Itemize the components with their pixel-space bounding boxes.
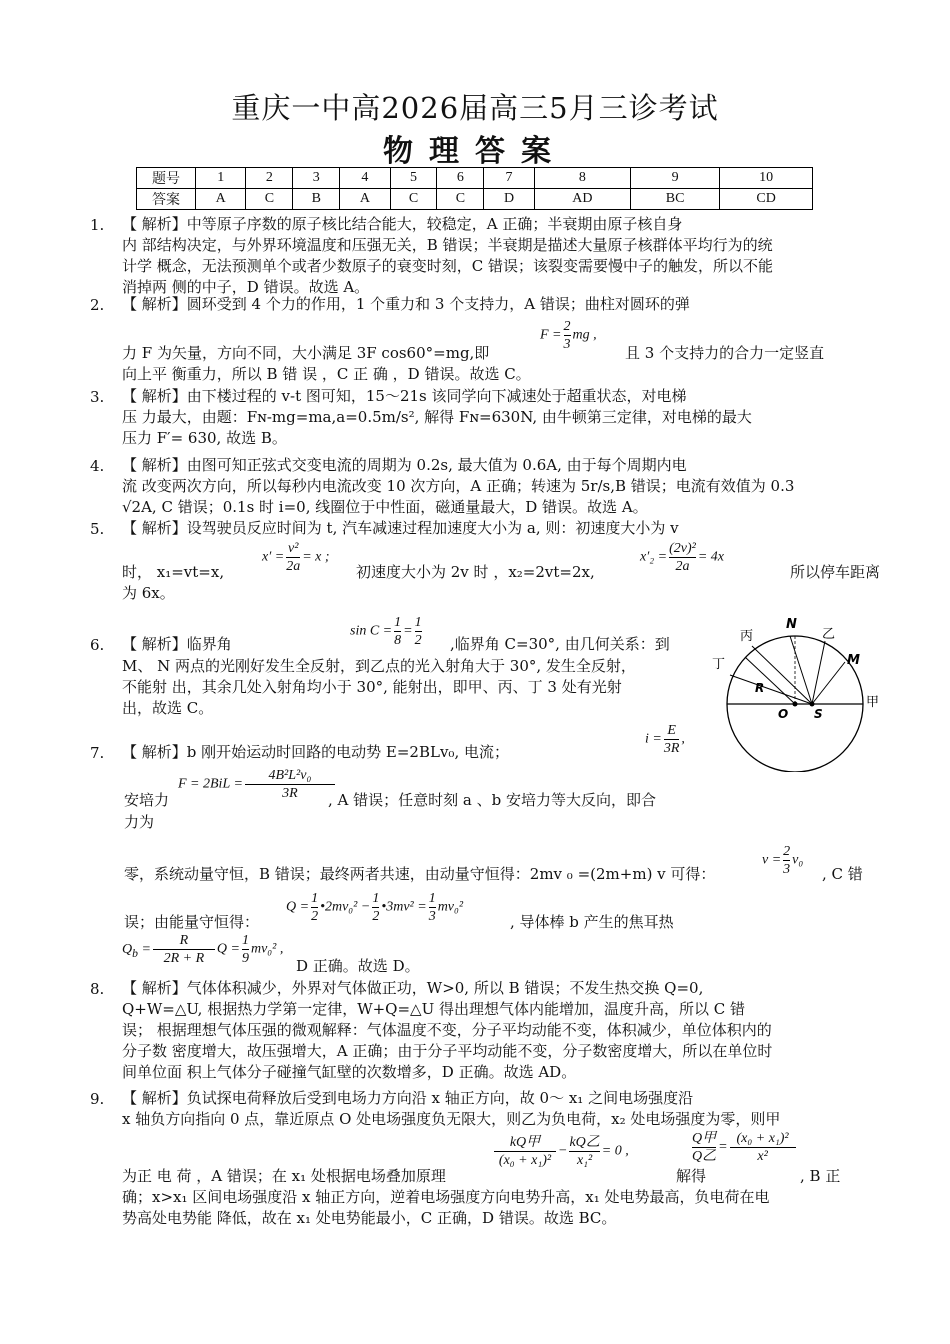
label-N: N — [786, 617, 797, 632]
text-line: 【 解析】b 刚开始运动时回路的电动势 E=2BLv₀, 电流； — [122, 743, 509, 761]
question-number: 9. — [90, 1090, 105, 1108]
text-line: 分子数 密度增大，故压强增大，A 正确；由于分子平均动能不变，分子数密度增大，所以在单位时 — [122, 1042, 773, 1060]
table-cell: D — [484, 189, 534, 210]
text-line: 且 3 个支持力的合力一定竖直 — [625, 344, 825, 362]
question-number: 7. — [90, 744, 105, 762]
answer-explanation-9-end — [122, 1187, 862, 1229]
label-ding: 丁 — [712, 657, 726, 672]
text-line: 零，系统动量守恒，B 错误；最终两者共速，由动量守恒得：2mv ₀ =(2m+m) v 可得： — [124, 865, 716, 883]
question-number: 1. — [90, 216, 105, 234]
text-line: x 轴负方向指向 0 点，靠近原点 O 处电场强度负无限大，则乙为负电荷，x₂ 处电场强度为零，则甲 — [122, 1110, 781, 1128]
label-R: R — [755, 681, 765, 695]
table-cell: C — [246, 189, 293, 210]
text-line: 内 部结构决定，与外界环境温度和压强无关，B 错误；半衰期是描述大量原子核群体平均行为的统 — [122, 236, 773, 254]
table-cell: 5 — [390, 168, 437, 189]
answer-table-answer-row — [137, 189, 813, 210]
table-cell: AD — [534, 189, 630, 210]
formula-x-prime: x′ = $\frac{\text{v²}}{2a}$ = x ; — [262, 541, 330, 574]
table-cell: 10 — [720, 168, 813, 189]
table-cell: B — [293, 189, 340, 210]
text-line: 计学 概念，无法预测单个或者少数原子的衰变时刻，C 错误；该裂变需要慢中子的触发，所以不能 — [122, 257, 774, 275]
text-line: 为 6x。 — [122, 584, 175, 602]
answer-explanation-6 — [122, 656, 697, 719]
formula-ampere-force: F = 2BiL = $\frac{\text{4B²L²v₀}}{3R}$ — [178, 767, 337, 802]
text-line: , C 错 — [822, 865, 863, 883]
text-line: 【 解析】由下楼过程的 v-t 图可知，15～21s 该同学向下减速处于超重状态，对电梯 — [122, 387, 687, 405]
label-jia: 甲 — [866, 695, 880, 710]
text-line: M、 N 两点的光刚好发生全反射，到乙点的光入射角大于 30°, 发生全反射， — [122, 657, 636, 675]
label-S: S — [814, 707, 823, 721]
table-cell: A — [340, 189, 390, 210]
text-line: 间单位面 积上气体分子碰撞气缸壁的次数增多，D 正确。故选 AD。 — [122, 1063, 577, 1081]
question-number: 4. — [90, 457, 105, 475]
question-number: 5. — [90, 520, 105, 538]
text-line: Q+W=△U, 根据热力学第一定律，W+Q=△U 得出理想气体内能增加，温度升高，所以 C 错 — [122, 1000, 746, 1018]
table-cell: C — [390, 189, 437, 210]
text-line: 【 解析】临界角 — [122, 635, 232, 653]
question-number: 3. — [90, 388, 105, 406]
text-line: 解得 — [676, 1167, 707, 1185]
formula-joule-heat: $Q_b$ = $\frac{R}{2R + R}$ Q = $\frac{1}{9}$ mv₀² , — [122, 933, 284, 966]
text-line: 所以停车距离 — [790, 563, 881, 581]
text-line: 【 解析】由图可知正弦式交变电流的周期为 0.2s, 最大值为 0.6A, 由于每个周期内电 — [122, 456, 687, 474]
center-point-O — [793, 702, 798, 707]
formula-charge-ratio: $\frac{\text{Q甲}}{\text{Q乙}}$ = $\frac{\text{(x₀ + x₁)²}}{\text{x²}}$ — [690, 1130, 798, 1165]
table-cell: 2 — [246, 168, 293, 189]
text-line: 时， x₁=vt=x, — [122, 563, 225, 581]
text-line: D 正确。故选 D。 — [296, 957, 420, 975]
source-point-S — [810, 702, 815, 707]
text-line: 为正 电 荷 ，A 错误；在 x₁ 处根据电场叠加原理 — [122, 1167, 446, 1185]
label-M: M — [847, 653, 860, 668]
table-cell: 7 — [484, 168, 534, 189]
answer-explanation-4 — [122, 455, 862, 518]
text-line: , 导体棒 b 产生的焦耳热 — [510, 913, 674, 931]
page-title: 重庆一中高2026届高三5月三诊考试 — [231, 91, 719, 125]
question-number: 8. — [90, 980, 105, 998]
table-cell: 8 — [534, 168, 630, 189]
formula-energy: Q = $\frac{1}{2}$ •2mv₀² − $\frac{1}{2}$ •3mv² = $\frac{1}{3}$ mv₀² — [286, 891, 464, 924]
label-yi: 乙 — [822, 627, 836, 642]
text-line: 压 力最大，由题：Fɴ-mg=ma,a=0.5m/s², 解得 Fɴ=630N, 由牛顿第三定律，对电梯的最大 — [122, 408, 752, 426]
text-line: 消掉两 侧的中子，D 错误。故选 A。 — [122, 278, 370, 296]
text-line: , B 正 — [800, 1167, 841, 1185]
answer-explanation-2-end — [122, 364, 531, 385]
text-line: 误； 根据理想气体压强的微观解释：气体温度不变，分子平均动能不变，体积减少，单位体积内的 — [122, 1021, 772, 1039]
text-line: 力 F 为矢量，方向不同，大小满足 3F cos60°=mg,即 — [122, 344, 490, 362]
text-line: 不能射 出，其余几处入射角均小于 30°, 能射出，即甲、丙、丁 3 处有光射 — [122, 678, 622, 696]
table-cell: BC — [631, 189, 720, 210]
table-cell: 1 — [196, 168, 246, 189]
semicircle-optics-diagram — [710, 612, 880, 772]
text-line: 初速度大小为 2v 时 ，x₂=2vt=2x, — [356, 563, 595, 581]
formula-sinC: sin C = $\frac{1}{8}$ = $\frac{1}{2}$ — [350, 615, 422, 648]
text-line: 势高处电势能 降低，故在 x₁ 处电势能最小，C 正确，D 错误。故选 BC。 — [122, 1209, 617, 1227]
text-line: 向上平 衡重力，所以 B 错 误 ，C 正 确 ，D 错误。故选 C。 — [122, 365, 531, 383]
label-O: O — [778, 707, 789, 721]
text-line: 误；由能量守恒得： — [124, 913, 260, 931]
formula-field-superposition: $\frac{\text{kQ甲}}{\text{(x₀ + x₁)²}}$ − $\frac{\text{kQ乙}}{\text{x₁²}}$ = 0 , — [492, 1134, 629, 1169]
table-cell: 6 — [437, 168, 484, 189]
formula-current: i = $\frac{E}{3R}$ , — [645, 723, 685, 756]
text-line: 安培力 — [124, 791, 170, 809]
question-number: 2. — [90, 296, 105, 314]
answer-explanation-1 — [122, 214, 862, 298]
answer-explanation-5 — [122, 518, 862, 539]
text-line: 流 改变两次方向，所以每秒内电流改变 10 次方向，A 正确；转速为 5r/s,B 错误；电流有效值为 0.3 — [122, 477, 795, 495]
label-bing: 丙 — [740, 629, 754, 644]
table-cell: A — [196, 189, 246, 210]
text-line: 力为 — [124, 813, 155, 831]
table-cell: 3 — [293, 168, 340, 189]
text-line: 【 解析】设驾驶员反应时间为 t, 汽车减速过程加速度大小为 a, 则：初速度大小为 v — [122, 519, 679, 537]
text-line: 【 解析】中等原子序数的原子核比结合能大，较稳定，A 正确；半衰期由原子核自身 — [122, 215, 683, 233]
formula-F: F = $\frac{2}{3}$ mg , — [540, 319, 597, 352]
answer-table — [136, 167, 813, 210]
table-cell: CD — [720, 189, 813, 210]
answer-explanation-3 — [122, 386, 862, 449]
formula-x2-prime: x′₂ = $\frac{\text{(2v)²}}{2a}$ = 4x — [640, 541, 725, 574]
text-line: 【 解析】圆环受到 4 个力的作用，1 个重力和 3 个支持力，A 错误；曲柱对圆环的弹 — [122, 295, 690, 313]
answer-explanation-8 — [122, 978, 862, 1083]
text-line: , A 错误；任意时刻 a 、b 安培力等大反向，即合 — [328, 791, 656, 809]
row-label: 答案 — [137, 189, 196, 210]
row-label: 题号 — [137, 168, 196, 189]
table-cell: C — [437, 189, 484, 210]
text-line: 确；x>x₁ 区间电场强度沿 x 轴正方向，逆着电场强度方向电势升高，x₁ 处电势最高，负电荷在电 — [122, 1188, 770, 1206]
answer-explanation-9 — [122, 1088, 862, 1130]
text-line: ,临界角 C=30°, 由几何关系：到 — [450, 635, 670, 653]
question-number: 6. — [90, 636, 105, 654]
text-line: 【 解析】负试探电荷释放后受到电场力方向沿 x 轴正方向，故 0～ x₁ 之间电场强度沿 — [122, 1089, 694, 1107]
formula-velocity: v = $\frac{2}{3}$ v₀ — [762, 844, 804, 877]
text-line: 【 解析】气体体积减少，外界对气体做正功，W>0, 所以 B 错误；不发生热交换 Q=0, — [122, 979, 704, 997]
text-line: 出，故选 C。 — [122, 699, 214, 717]
text-line: 压力 F′= 630, 故选 B。 — [122, 429, 287, 447]
page-subtitle: 物理答案 — [383, 134, 567, 169]
answer-explanation-2-cont — [122, 343, 489, 364]
table-cell: 4 — [340, 168, 390, 189]
answer-explanation-2 — [122, 294, 862, 315]
answer-table-number-row — [137, 168, 813, 189]
text-line: √2A, C 错误；0.1s 时 i=0, 线圈位于中性面，磁通量最大，D 错误。故选 A。 — [122, 498, 648, 516]
answer-explanation-2-tail — [625, 343, 824, 364]
table-cell: 9 — [631, 168, 720, 189]
